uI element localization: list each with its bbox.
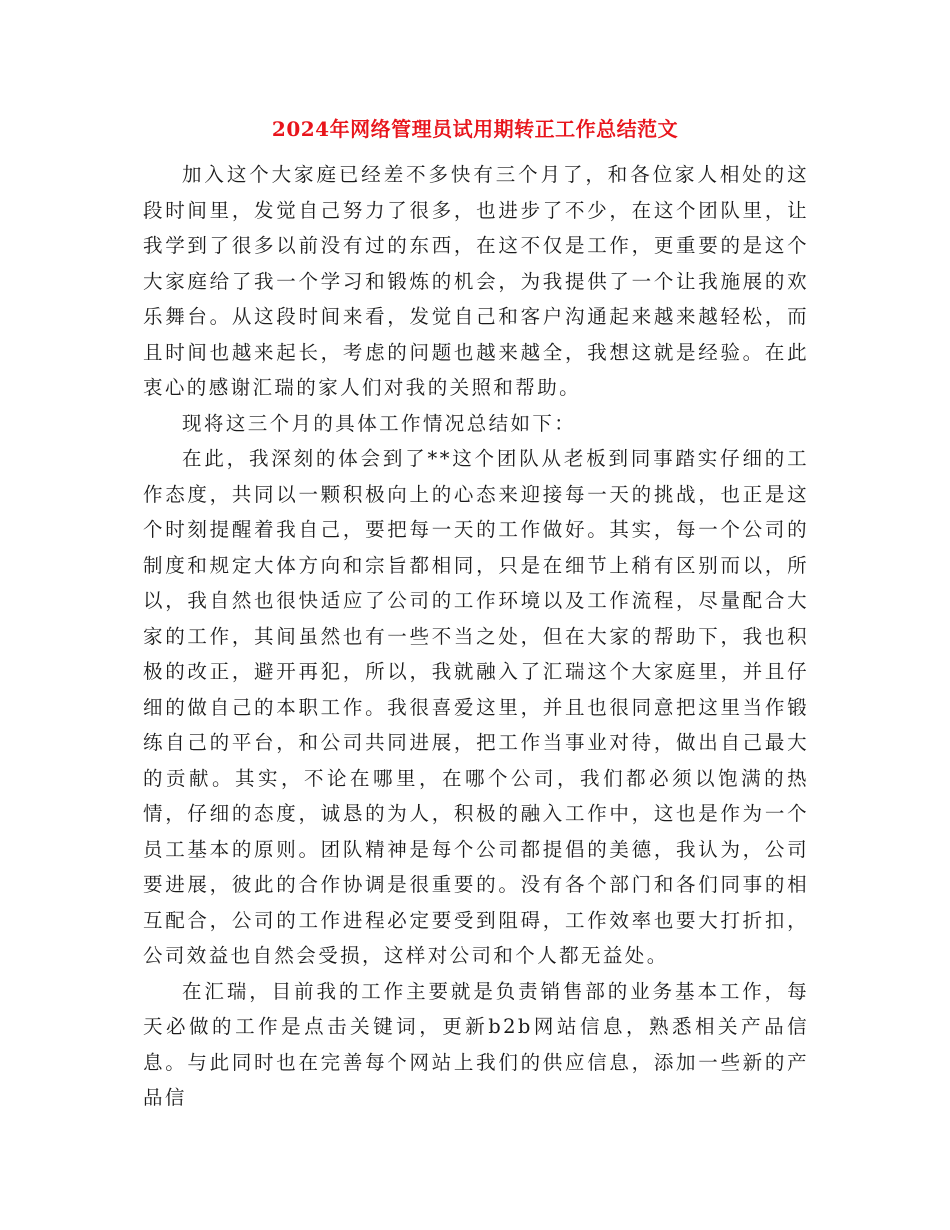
paragraph-intro: 加入这个大家庭已经差不多快有三个月了，和各位家人相处的这段时间里，发觉自己努力了很多，也进步了不少，在这个团队里，让我学到了很多以前没有过的东西，在这不仅是工作，更重要的是这个大家庭给了我一个学习和锻炼的机会，为我提供了一个让我施展的欢乐舞台。从这段时间来看，发觉自己和客户沟通起来越来越轻松，而且时间也越来起长，考虑的问题也越来越全，我想这就是经验。在此衷心的感谢汇瑞的家人们对我的关照和帮助。 (143, 163, 809, 399)
paragraph-current-work: 在汇瑞，目前我的工作主要就是负责销售部的业务基本工作，每天必做的工作是点击关键词，更新b2b网站信息，熟悉相关产品信息。与此同时也在完善每个网站上我们的供应信息，添加一些新的产品信 (143, 979, 809, 1109)
document-body (143, 157, 809, 1116)
document-title: 2024年网络管理员试用期转正工作总结范文 (271, 117, 679, 141)
paragraph-team-attitude: 在此，我深刻的体会到了**这个团队从老板到同事踏实仔细的工作态度，共同以一颗积极向上的心态来迎接每一天的挑战，也正是这个时刻提醒着我自己，要把每一天的工作做好。其实，每一个公司的制度和规定大体方向和宗旨都相同，只是在细节上稍有区别而以，所以，我自然也很快适应了公司的工作环境以及工作流程，尽量配合大家的工作，其间虽然也有一些不当之处，但在大家的帮助下，我也积极的改正，避开再犯，所以，我就融入了汇瑞这个大家庭里，并且仔细的做自己的本职工作。我很喜爱这里，并且也很同意把这里当作锻练自己的平台，和公司共同进展，把工作当事业对待，做出自己最大的贡献。其实，不论在哪里，在哪个公司，我们都必须以饱满的热情，仔细的态度，诚恳的为人，积极的融入工作中，这也是作为一个员工基本的原则。团队精神是每个公司都提倡的美德，我认为，公司要进展，彼此的合作协调是很重要的。没有各个部门和各们同事的相互配合，公司的工作进程必定要受到阻碍，工作效率也要大打折扣，公司效益也自然会受损，这样对公司和个人都无益处。 (143, 447, 809, 967)
paragraph-summary-lead: 现将这三个月的具体工作情况总结如下： (182, 411, 577, 435)
